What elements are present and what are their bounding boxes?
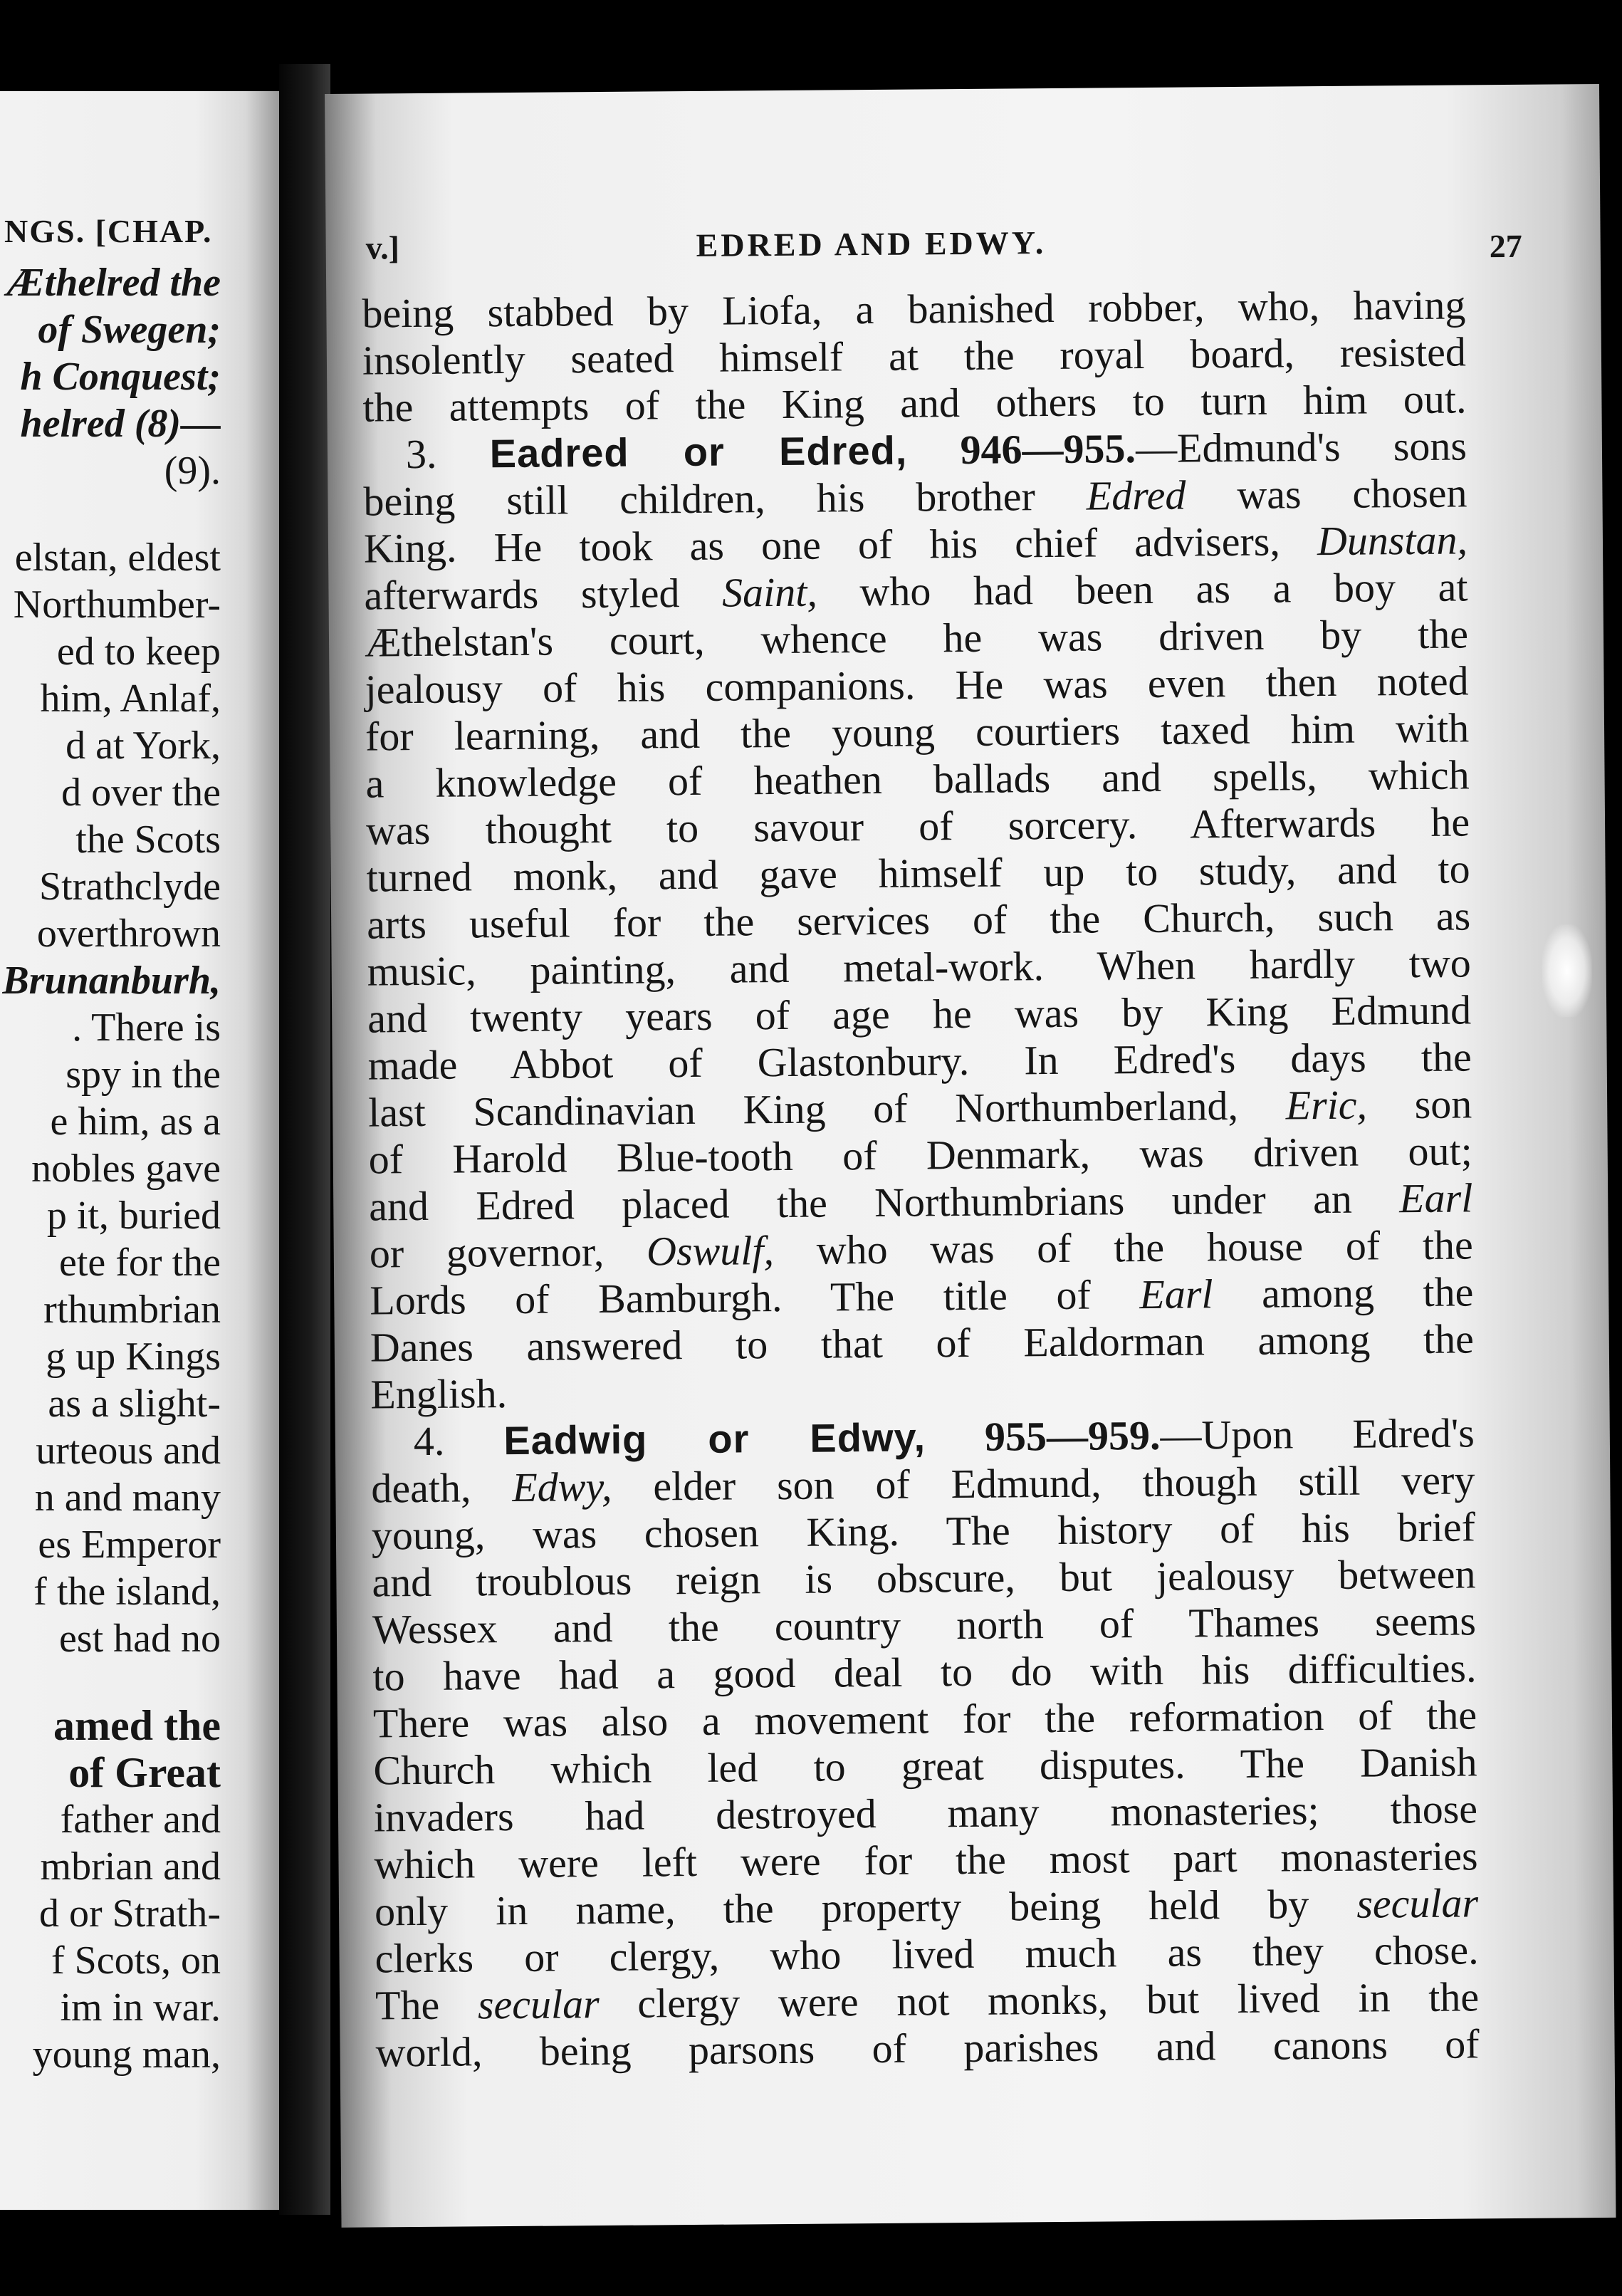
italic-term: Eric,	[1285, 1081, 1368, 1129]
chapter-marker: v.]	[365, 229, 400, 266]
body-text-line: arts useful for the services of the Church, such as	[366, 892, 1471, 948]
body-text-line: the attempts of the King and others to turn him out.	[362, 375, 1467, 431]
body-text-line: to have had a good deal to do with his difficulties.	[372, 1644, 1477, 1700]
body-text-line: being stabbed by Liofa, a banished robber, who, having	[362, 281, 1466, 337]
left-text-line: d over the	[61, 771, 221, 815]
body-text-line: and Edred placed the Northumbrians under an Earl	[369, 1174, 1473, 1230]
left-text-line: (9).	[164, 449, 221, 493]
left-text-line: e him, as a	[50, 1100, 221, 1144]
left-text-line: of Swegen;	[38, 308, 221, 352]
body-text-line: English.	[370, 1370, 508, 1418]
body-text-line: Church which led to great disputes. The Danish	[373, 1738, 1477, 1794]
left-text-line: d at York,	[66, 724, 221, 768]
body-text-line: and twenty years of age he was by King Edmund	[367, 986, 1472, 1042]
left-text-line: f Scots, on	[51, 1938, 221, 1983]
left-text-line	[0, 1662, 221, 1702]
body-text-line: King. He took as one of his chief advisers, Dunstan,	[363, 516, 1468, 572]
body-text-line: being still children, his brother Edred was chosen	[363, 469, 1467, 525]
body-text-line: only in name, the property being held by secular	[374, 1879, 1479, 1935]
left-text-line: spy in the	[66, 1053, 221, 1097]
body-text-line: of Harold Blue-tooth of Denmark, was driven out;	[368, 1127, 1472, 1183]
running-title: EDRED AND EDWY.	[696, 224, 1047, 263]
body-text-line: young, was chosen King. The history of his brief	[371, 1503, 1476, 1559]
paper-stain	[1542, 924, 1592, 1018]
section-title: Eadred or Edred,	[489, 427, 908, 476]
italic-term: secular	[477, 1981, 600, 2028]
left-text-line: amed the	[53, 1702, 221, 1749]
left-text-line: the Scots	[75, 818, 221, 862]
left-text-line: young man,	[32, 2033, 221, 2077]
body-text-line: death, Edwy, elder son of Edmund, though still very	[371, 1456, 1475, 1512]
running-head	[325, 220, 1522, 279]
body-text-line: The secular clergy were not monks, but lived in the	[375, 1973, 1480, 2029]
left-text-line: Æthelred the	[6, 261, 221, 305]
left-page	[0, 91, 279, 2210]
body-text-line: music, painting, and metal-work. When hardly two	[367, 939, 1471, 995]
left-text-line: elstan, eldest	[14, 536, 221, 580]
italic-term: Earl	[1139, 1270, 1213, 1318]
left-text-line: Strathclyde	[38, 865, 221, 909]
body-text-line: 4. Eadwig or Edwy, 955—959.—Upon Edred's	[413, 1409, 1475, 1465]
body-text-line: for learning, and the young courtiers taxed him with	[365, 704, 1470, 760]
section-dates: 955—959.	[925, 1411, 1161, 1461]
italic-term: Dunstan,	[1317, 516, 1468, 565]
body-text-line: Danes answered to that of Ealdorman among the	[370, 1315, 1475, 1371]
body-text-line: jealousy of his companions. He was even then noted	[365, 657, 1469, 713]
body-text-line: turned monk, and gave himself up to study, and to	[366, 845, 1470, 901]
body-text-line: insolently seated himself at the royal board, resisted	[362, 328, 1467, 384]
left-text-line: g up Kings	[46, 1335, 221, 1379]
left-text-line: him, Anlaf,	[40, 677, 221, 721]
section-title: Eadwig or Edwy,	[503, 1414, 926, 1463]
left-text-line: mbrian and	[40, 1844, 221, 1889]
left-text-line: helred (8)—	[20, 402, 221, 446]
left-text-line: of Great	[68, 1749, 221, 1796]
body-text-line: world, being parsons of parishes and canons of	[375, 2020, 1480, 2076]
right-page	[325, 84, 1616, 2228]
body-text-line: Lords of Bamburgh. The title of Earl among the	[370, 1268, 1474, 1324]
italic-term: Oswulf,	[646, 1227, 775, 1275]
left-text-line: im in war.	[60, 1985, 221, 2030]
left-text-line: f the island,	[33, 1570, 221, 1614]
section-dates: 946—955.	[907, 425, 1136, 474]
italic-term: Edred	[1086, 471, 1186, 519]
left-text-line: nobles gave	[31, 1147, 221, 1191]
left-text-line: urteous and	[36, 1429, 221, 1473]
body-text-line: or governor, Oswulf, who was of the house of the	[369, 1221, 1474, 1277]
italic-term: Saint,	[721, 568, 818, 616]
page-body	[362, 281, 1480, 2076]
body-text-line: clerks or clergy, who lived much as they chose.	[375, 1926, 1479, 1982]
body-text-line: 3. Eadred or Edred, 946—955.—Edmund's sons	[405, 422, 1467, 478]
italic-term: Earl	[1398, 1174, 1473, 1222]
left-text-line: as a slight-	[48, 1382, 221, 1426]
left-text-line: d or Strath-	[38, 1891, 221, 1936]
left-text-line: father and	[60, 1797, 221, 1842]
body-text-line: a knowledge of heathen ballads and spells, which	[365, 751, 1470, 807]
left-text-line: es Emperor	[38, 1523, 221, 1567]
body-text-line: was thought to savour of sorcery. Afterwards he	[365, 798, 1470, 854]
left-text-line: rthumbrian	[43, 1288, 221, 1332]
left-text-line: Brunanburh,	[2, 959, 221, 1003]
body-text-line: Æthelstan's court, whence he was driven by the	[364, 610, 1469, 666]
left-text-line: Northumber-	[13, 583, 221, 627]
left-running-head: NGS. [CHAP.	[4, 213, 213, 249]
italic-term: Edwy,	[512, 1463, 612, 1510]
left-text-line: ed to keep	[56, 630, 221, 674]
body-text-line: last Scandinavian King of Northumberland, Eric, son	[367, 1080, 1472, 1136]
body-text-line: There was also a movement for the reformation of the	[372, 1691, 1477, 1747]
left-text-line: p it, buried	[46, 1194, 221, 1238]
body-text-line: which were left were for the most part monasteries	[374, 1832, 1478, 1888]
left-text-line: overthrown	[36, 912, 221, 956]
left-text-line: ete for the	[59, 1241, 221, 1285]
left-page-text	[0, 259, 221, 2078]
left-text-line: . There is	[72, 1006, 221, 1050]
body-text-line: invaders had destroyed many monasteries; those	[373, 1785, 1478, 1841]
book-gutter	[279, 64, 330, 2215]
body-text-line: Wessex and the country north of Thames seems	[372, 1597, 1477, 1653]
page-number: 27	[1489, 227, 1522, 265]
italic-term: secular	[1356, 1879, 1479, 1927]
body-text-line: afterwards styled Saint, who had been as a boy at	[364, 563, 1468, 619]
left-text-line: n and many	[34, 1476, 221, 1520]
left-text-line: est had no	[58, 1617, 221, 1661]
body-text-line: and troublous reign is obscure, but jealousy between	[372, 1550, 1476, 1606]
left-text-line	[0, 494, 221, 534]
left-text-line: h Conquest;	[20, 355, 221, 399]
body-text-line: made Abbot of Glastonbury. In Edred's days the	[367, 1033, 1472, 1089]
